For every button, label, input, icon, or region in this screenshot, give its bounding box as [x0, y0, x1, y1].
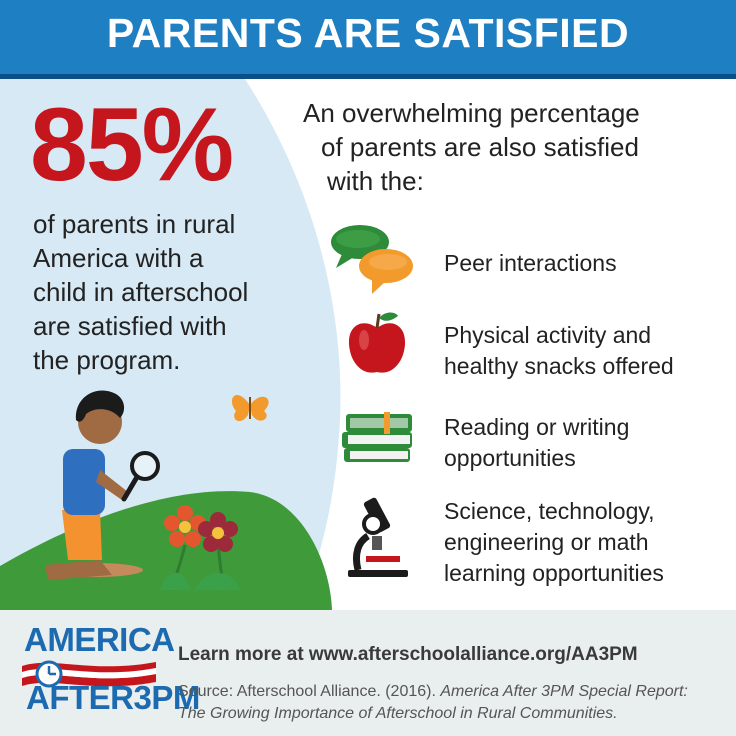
item-physical-activity	[444, 320, 729, 382]
item-label-line: healthy snacks offered	[444, 353, 674, 379]
source-title: America After 3PM Special Report:	[440, 683, 688, 700]
item-reading-writing	[444, 412, 729, 474]
stat-percentage: 85%	[30, 87, 233, 203]
item-label-line: Reading or writing	[444, 414, 630, 440]
stat-description-line: of parents in rural	[33, 209, 236, 239]
logo-text-bottom: AFTER3PM	[26, 679, 200, 716]
source-citation	[178, 681, 688, 725]
learn-more-link[interactable]: Learn more at www.afterschoolalliance.org/AA3PM	[178, 644, 638, 665]
source-prefix: Source: Afterschool Alliance. (2016).	[178, 683, 441, 700]
item-label-line: learning opportunities	[444, 560, 664, 586]
logo-text-top: AMERICA	[24, 621, 175, 658]
item-label-line: opportunities	[444, 445, 576, 471]
intro-text	[303, 96, 723, 198]
header-bar	[0, 0, 736, 74]
stat-description-line: the program.	[33, 345, 181, 375]
source-line-2: The Growing Importance of Afterschool in Rural Communities.	[178, 705, 618, 722]
stat-description-line: child in afterschool	[33, 277, 249, 307]
books-icon	[340, 410, 416, 466]
stat-description-line: are satisfied with	[33, 311, 227, 341]
intro-line: with the:	[327, 166, 424, 196]
item-label-line: Science, technology,	[444, 498, 655, 524]
stat-description-line: America with a	[33, 243, 204, 273]
microscope-icon	[346, 494, 410, 578]
source-line-1	[178, 681, 688, 703]
item-peer-interactions	[444, 248, 729, 279]
item-label-line: engineering or math	[444, 529, 649, 555]
page-title: PARENTS ARE SATISFIED	[106, 10, 630, 56]
item-label-line: Physical activity and	[444, 322, 652, 348]
item-label-line: Peer interactions	[444, 250, 617, 276]
item-stem-learning	[444, 496, 729, 589]
speech-bubbles-icon	[328, 222, 416, 296]
apple-icon	[346, 310, 408, 376]
butterfly-icon	[232, 395, 269, 421]
stat-description	[33, 207, 303, 377]
intro-line: of parents are also satisfied	[321, 132, 639, 162]
intro-line: An overwhelming percentage	[303, 98, 640, 128]
